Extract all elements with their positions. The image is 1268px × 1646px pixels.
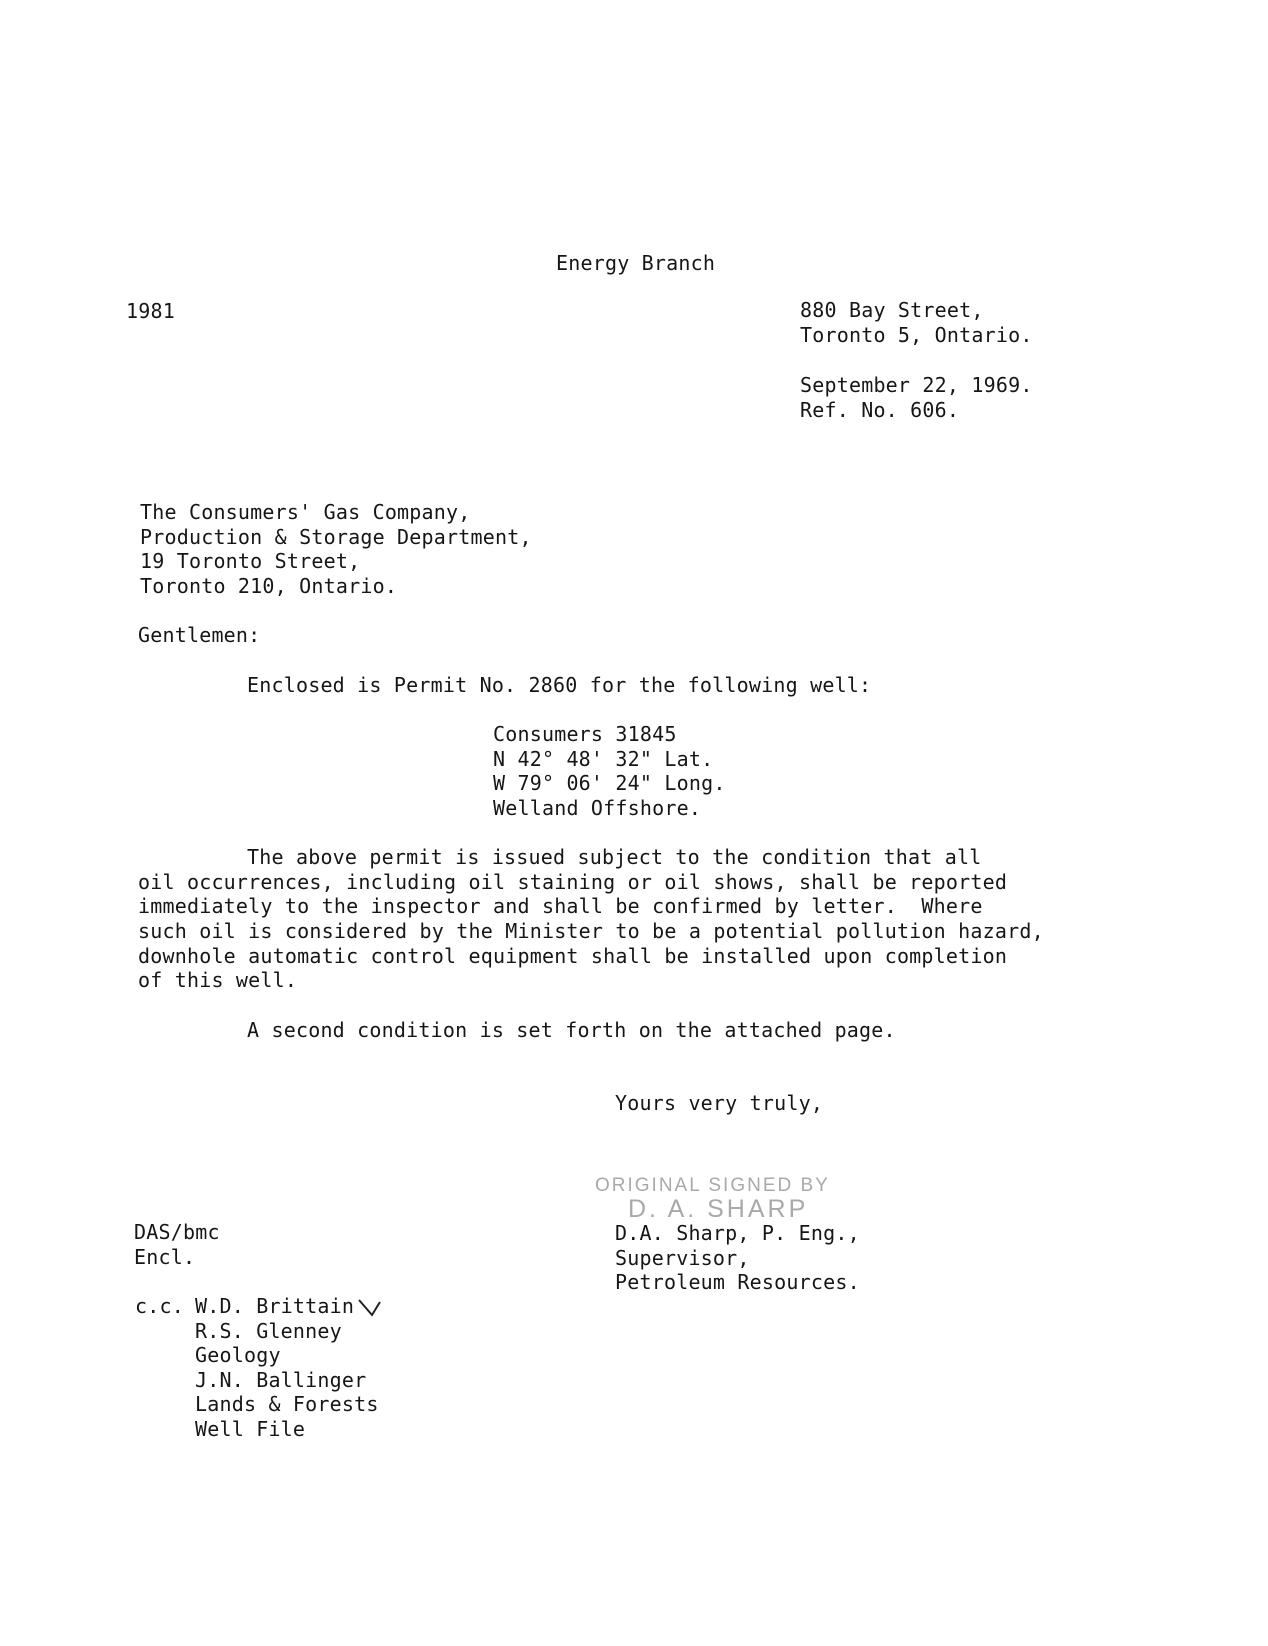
well-location: Welland Offshore. bbox=[493, 796, 702, 820]
cc-name: W.D. Brittain bbox=[195, 1294, 355, 1318]
body-line: downhole automatic control equipment shall be installed upon completion bbox=[138, 944, 1008, 968]
well-name: Consumers 31845 bbox=[493, 722, 677, 746]
body-line: of this well. bbox=[138, 968, 298, 992]
signatory-name: D.A. Sharp, P. Eng., bbox=[615, 1221, 860, 1245]
cc-name: R.S. Glenney bbox=[195, 1319, 342, 1343]
recipient-line3: 19 Toronto Street, bbox=[140, 549, 361, 573]
sender-address-line2: Toronto 5, Ontario. bbox=[800, 323, 1033, 347]
recipient-line4: Toronto 210, Ontario. bbox=[140, 574, 398, 598]
recipient-line1: The Consumers' Gas Company, bbox=[140, 500, 471, 524]
body-line: such oil is considered by the Minister to be a potential pollution hazard, bbox=[138, 919, 1044, 943]
body-line: immediately to the inspector and shall be confirmed by letter. Where bbox=[138, 894, 983, 918]
intro-sentence: Enclosed is Permit No. 2860 for the following well: bbox=[247, 673, 872, 697]
cc-name: J.N. Ballinger bbox=[195, 1368, 367, 1392]
body-line: The above permit is issued subject to the condition that all bbox=[247, 845, 982, 869]
body-line: oil occurrences, including oil staining or oil shows, shall be reported bbox=[138, 870, 1008, 894]
signatory-department: Petroleum Resources. bbox=[615, 1270, 860, 1294]
cc-name: Lands & Forests bbox=[195, 1392, 379, 1416]
signatory-title: Supervisor, bbox=[615, 1246, 750, 1270]
well-latitude: N 42° 48' 32" Lat. bbox=[493, 747, 714, 771]
recipient-line2: Production & Storage Department, bbox=[140, 525, 532, 549]
sender-address-line1: 880 Bay Street, bbox=[800, 298, 984, 322]
enclosure-note: Encl. bbox=[134, 1245, 196, 1269]
signature-stamp-line2: D. A. SHARP bbox=[628, 1195, 809, 1223]
closing: Yours very truly, bbox=[615, 1091, 824, 1115]
letter-date: September 22, 1969. bbox=[800, 373, 1033, 397]
check-mark-icon bbox=[356, 1296, 384, 1322]
reference-number: Ref. No. 606. bbox=[800, 398, 960, 422]
file-number: 1981 bbox=[126, 299, 175, 323]
signature-stamp-line1: ORIGINAL SIGNED BY bbox=[595, 1175, 830, 1196]
department-heading: Energy Branch bbox=[556, 251, 716, 275]
cc-name: Well File bbox=[195, 1417, 306, 1441]
cc-name: Geology bbox=[195, 1343, 281, 1367]
well-longitude: W 79° 06' 24" Long. bbox=[493, 771, 726, 795]
cc-label: c.c. bbox=[135, 1294, 184, 1318]
typist-initials: DAS/bmc bbox=[134, 1220, 220, 1244]
salutation: Gentlemen: bbox=[138, 623, 261, 647]
second-condition: A second condition is set forth on the attached page. bbox=[247, 1018, 896, 1042]
